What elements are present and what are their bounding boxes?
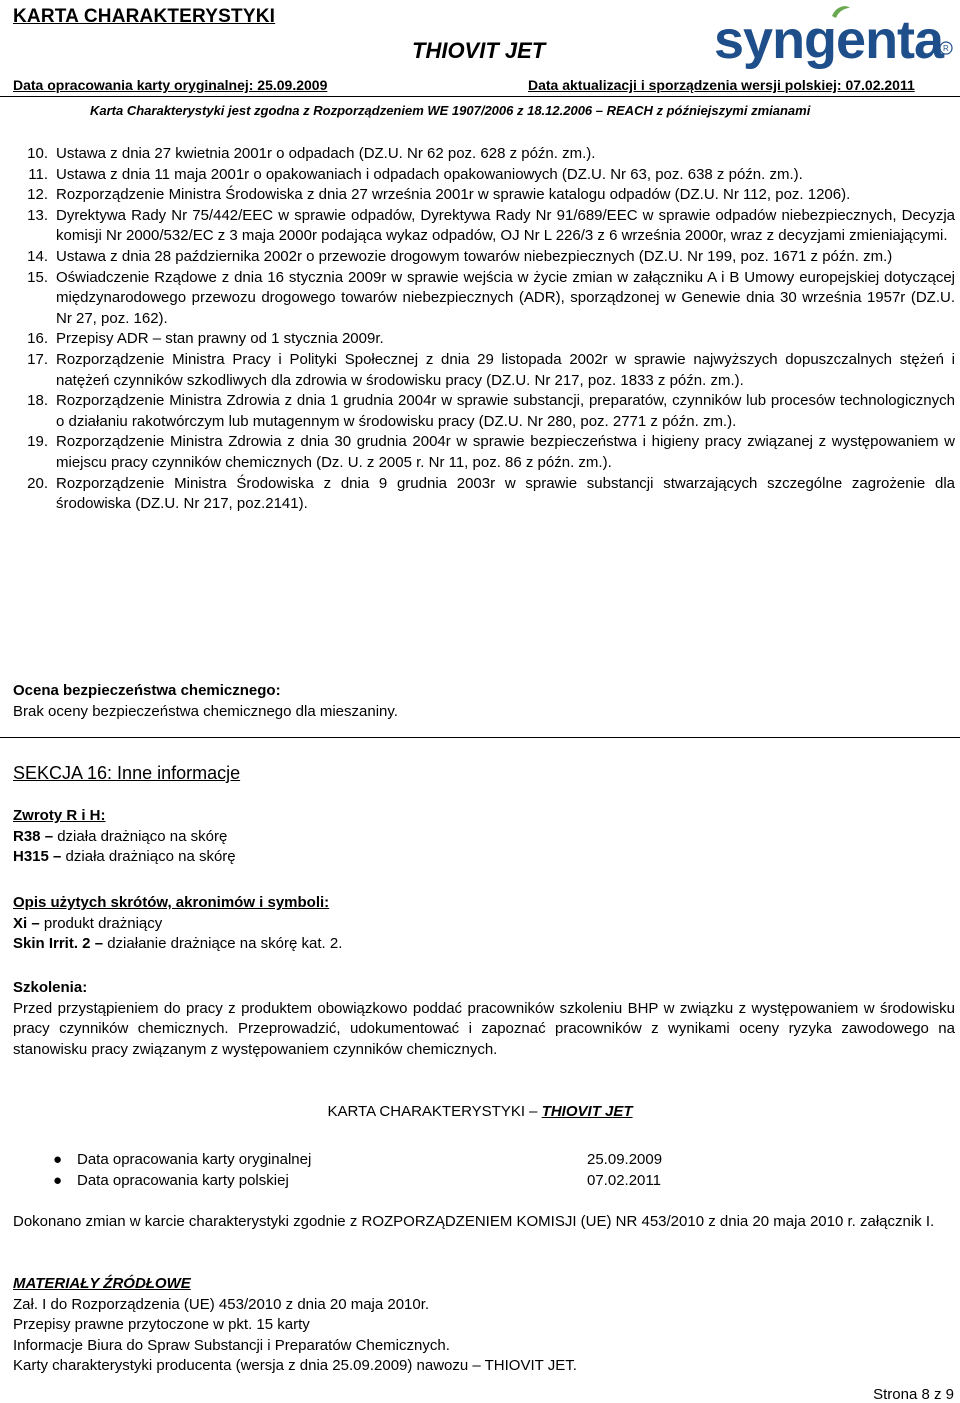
card-date-label: Data opracowania karty oryginalnej (77, 1151, 312, 1168)
syngenta-logo (712, 4, 957, 70)
phrase-desc: działa drażniąco na skórę (57, 827, 228, 845)
legal-reference-item (13, 268, 955, 330)
training-heading: Szkolenia: (13, 979, 88, 996)
bullet-icon: ● (53, 1151, 63, 1168)
logo-wordmark: syngenta (714, 10, 944, 70)
legal-reference-number: 17. (27, 350, 48, 368)
abbr-row: Skin Irrit. 2 – działanie drażniące na skórę kat. 2. (13, 935, 343, 953)
abbr-desc: produkt drażniący (43, 914, 163, 932)
section-16-title: SEKCJA 16: Inne informacje (13, 763, 241, 783)
legal-reference-number: 19. (27, 433, 48, 451)
legal-reference-text: Rozporządzenie Ministra Pracy i Polityki Społecznej z dnia 29 listopada 2002r w sprawie najwyższych dopuszczalnych stężeń i natężeń czynników szkodliwych dla zdrowia w środowisku pracy (DZ.U. Nr 217, poz. 1833 z późn. zm.). (56, 350, 955, 389)
legal-references-list (13, 144, 955, 515)
source-line: Przepisy prawne przytoczone w pkt. 15 karty (13, 1316, 310, 1334)
legal-reference-number: 11. (28, 165, 48, 183)
legal-reference-text: Rozporządzenie Ministra Środowiska z dnia 9 grudnia 2003r w sprawie substancji stwarzających szczególne zagrożenie dla środowiska (DZ.U. Nr 217, poz.2141). (56, 474, 955, 513)
legal-reference-text: Ustawa z dnia 28 października 2002r o przewozie drogowym towarów niebezpiecznych (DZ.U. Nr 199, poz. 1671 z późn. zm.) (56, 247, 893, 265)
phrase-row: H315 – działa drażniąco na skórę (13, 848, 236, 866)
abbr-desc: działanie drażniące na skórę kat. 2. (107, 935, 343, 953)
legal-reference-text: Rozporządzenie Ministra Zdrowia z dnia 1 grudnia 2004r w sprawie substancji, preparatów, czynników lub procesów technologicznych o działaniu rakotwórczym lub mutagennym w środowisku pracy (DZ.U. Nr 280, poz. 2771 z późn. zm.). (56, 392, 955, 430)
phrases-heading: Zwroty R i H: (13, 807, 106, 824)
legal-reference-item (13, 165, 955, 186)
svg-text:R: R (943, 44, 949, 53)
legal-reference-number: 12. (27, 186, 48, 204)
card-date-value: 07.02.2011 (587, 1172, 661, 1189)
legal-reference-text: Rozporządzenie Ministra Zdrowia z dnia 30 grudnia 2004r w sprawie bezpieczeństwa i higieny pracy związanej z występowaniem w miejscu pracy czynników chemicznych (Dz. U. z 2005 r. Nr 11, poz. 86 z późn. zm.). (56, 433, 955, 471)
phrase-code: H315 (13, 848, 49, 866)
legal-reference-item (13, 144, 955, 165)
card-date-row (13, 1149, 955, 1170)
legal-reference-item (13, 350, 955, 391)
bullet-icon: ● (53, 1172, 63, 1189)
legal-reference-item (13, 432, 955, 473)
safety-assessment (13, 681, 955, 722)
card-info-title (0, 1103, 960, 1120)
training-block (13, 978, 955, 1060)
card-date-label: Data opracowania karty polskiej (77, 1172, 289, 1189)
abbreviations-block (13, 893, 955, 955)
phrase-row: R38 – działa drażniąco na skórę (13, 827, 228, 845)
legal-reference-number: 16. (27, 330, 48, 348)
regulation-note: Karta Charakterystyki jest zgodna z Rozporządzeniem WE 1907/2006 z 18.12.2006 – REACH z późniejszymi zmianami (90, 103, 811, 118)
legal-reference-number: 18. (27, 392, 48, 410)
legal-reference-item (13, 391, 955, 432)
legal-reference-item (13, 185, 955, 206)
legal-reference-item (13, 247, 955, 268)
card-dates (13, 1149, 955, 1191)
legal-reference-number: 13. (27, 206, 48, 224)
card-info-prefix: KARTA CHARAKTERYSTYKI – (327, 1103, 542, 1120)
legal-reference-text: Ustawa z dnia 27 kwietnia 2001r o odpadach (DZ.U. Nr 62 poz. 628 z późn. zm.). (56, 145, 596, 162)
sources-block (13, 1274, 955, 1377)
legal-reference-number: 20. (27, 474, 48, 492)
legal-reference-number: 14. (27, 247, 48, 265)
changes-note: Dokonano zmian w karcie charakterystyki zgodnie z ROZPORZĄDZENIEM KOMISJI (UE) NR 453/2010 z dnia 20 maja 2010 r. załącznik I. (13, 1213, 935, 1230)
legal-reference-text: Przepisy ADR – stan prawny od 1 stycznia 2009r. (56, 330, 384, 348)
product-name: THIOVIT JET (412, 38, 546, 63)
legal-reference-number: 15. (27, 268, 48, 286)
source-line: Zał. I do Rozporządzenia (UE) 453/2010 z dnia 20 maja 2010r. (13, 1295, 430, 1313)
safety-assessment-heading: Ocena bezpieczeństwa chemicznego: (13, 682, 281, 699)
card-info-product: THIOVIT JET (541, 1103, 633, 1120)
page-number: Strona 8 z 9 (873, 1386, 954, 1403)
card-date-row (13, 1170, 955, 1191)
abbr-code: Skin Irrit. 2 (13, 935, 91, 953)
legal-reference-item (13, 329, 955, 350)
sources-heading: MATERIAŁY ŹRÓDŁOWE (13, 1275, 191, 1292)
legal-reference-text: Rozporządzenie Ministra Środowiska z dnia 27 września 2001r w sprawie katalogu odpadów (DZ.U. Nr 112, poz. 1206). (56, 186, 851, 204)
date-update: Data aktualizacji i sporządzenia wersji polskiej: 07.02.2011 (528, 77, 915, 93)
document-title: KARTA CHARAKTERYSTYKI (13, 6, 276, 27)
legal-reference-text: Dyrektywa Rady Nr 75/442/EEC w sprawie odpadów, Dyrektywa Rady Nr 91/689/EEC w sprawie odpadów niebezpiecznych, Decyzja komisji Nr 2000/532/EC z 3 maja 2000r podająca wykaz odpadów, OJ Nr L 226/3 z 6 września 2000r, wraz z decyzjami zmieniającymi. (56, 206, 955, 245)
legal-reference-text: Ustawa z dnia 11 maja 2001r o opakowaniach i odpadach opakowaniowych (DZ.U. Nr 63, poz. 638 z późn. zm.). (56, 165, 803, 183)
source-line: Karty charakterystyki producenta (wersja z dnia 25.09.2009) nawozu – THIOVIT JET. (13, 1357, 577, 1375)
abbr-row: Xi – produkt drażniący (13, 914, 163, 932)
legal-reference-text: Oświadczenie Rządowe z dnia 16 stycznia 2009r w sprawie wejścia w życie zmian w załączniku A i B Umowy europejskiej dotyczącej międzynarodowego przewozu drogowego towarów niebezpiecznych (ADR), sporządzonej w Genewie dnia 30 września 1957r (DZ.U. Nr 27, poz. 162). (56, 268, 955, 327)
source-line: Informacje Biura do Spraw Substancji i Preparatów Chemicznych. (13, 1336, 450, 1354)
legal-reference-item (13, 474, 955, 515)
abbr-code: Xi (13, 914, 28, 932)
date-original: Data opracowania karty oryginalnej: 25.09.2009 (13, 77, 328, 93)
phrase-code: R38 (13, 827, 41, 845)
training-text: Przed przystąpieniem do pracy z produktem obowiązkowo poddać pracowników szkoleniu BHP w związku z występowaniem w środowisku pracy czynników chemicznych. Przeprowadzić, udokumentować i zapoznać pracowników z wynikami oceny ryzyka zawodowego na stanowisku pracy związanym z występowaniem czynników chemicznych. (13, 999, 955, 1058)
phrases-block (13, 806, 955, 868)
abbreviations-heading: Opis użytych skrótów, akronimów i symboli: (13, 894, 330, 911)
phrase-desc: działa drażniąco na skórę (65, 848, 236, 866)
section-divider (0, 737, 960, 738)
header-divider (0, 96, 960, 97)
legal-reference-item (13, 206, 955, 247)
safety-assessment-text: Brak oceny bezpieczeństwa chemicznego dla mieszaniny. (13, 702, 398, 720)
card-date-value: 25.09.2009 (587, 1151, 663, 1168)
legal-reference-number: 10. (27, 145, 48, 162)
